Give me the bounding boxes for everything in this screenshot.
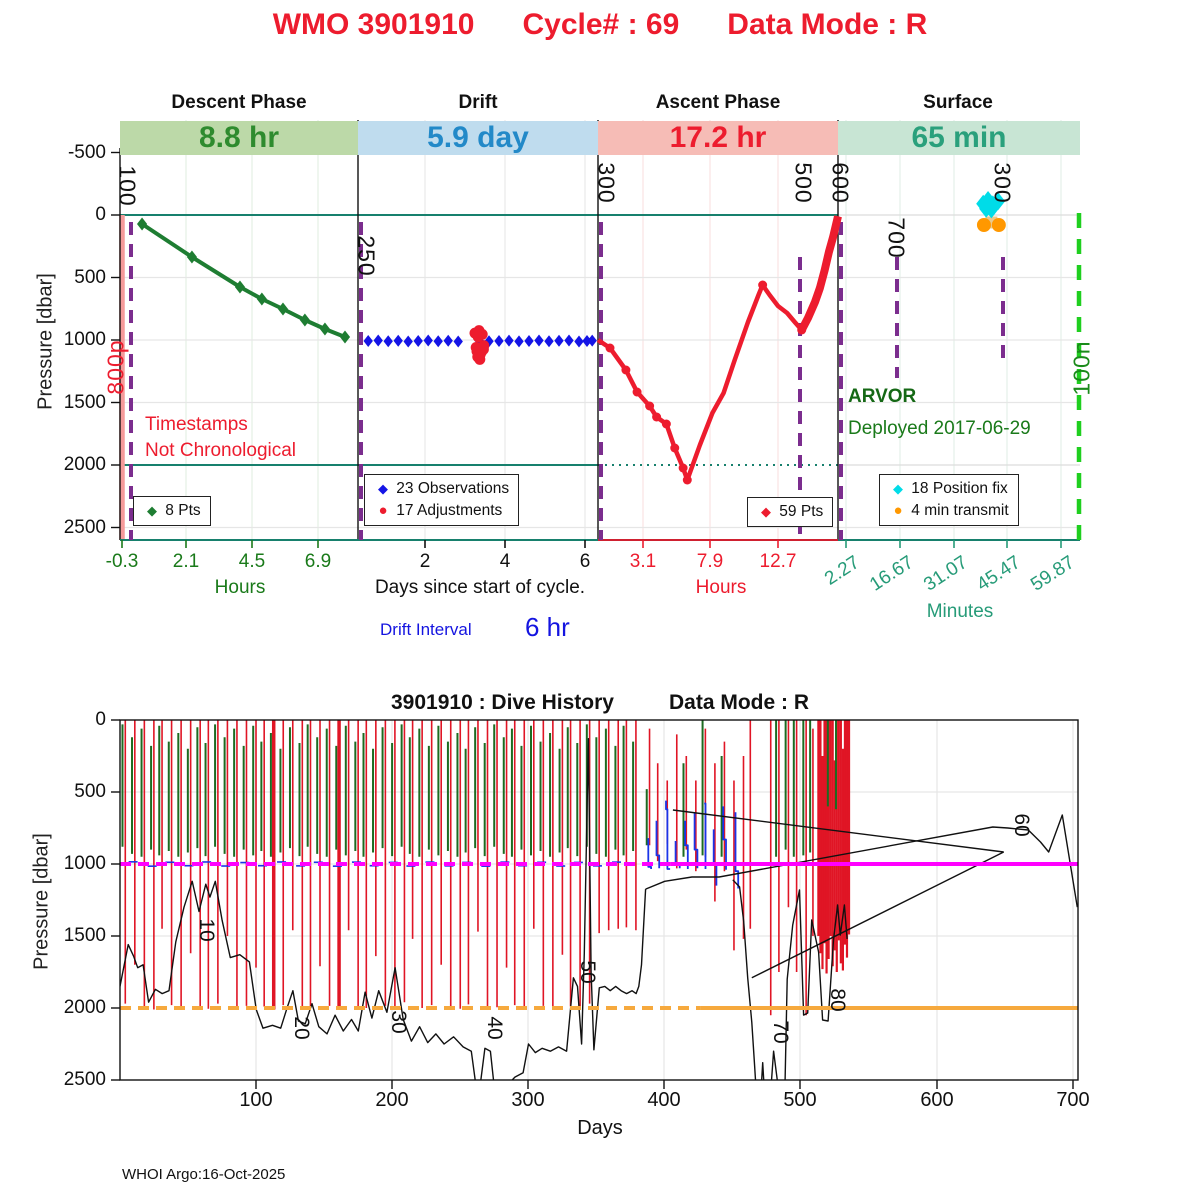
legend-item-label: 18 Position fix [907,480,1008,497]
event-label-500: 500 [790,162,817,204]
ascent-duration: 17.2 hr [669,121,767,154]
phase-header-descent: Descent Phase [171,92,307,113]
title-cycle: Cycle# : 69 [522,8,680,41]
cycle-label-80: 80 [826,988,849,1012]
cycle-label-60: 60 [1010,813,1033,837]
footer-credit: WHOI Argo:16-Oct-2025 [122,1166,286,1183]
cycle-label-30: 30 [387,1010,410,1034]
descent-duration: 8.8 hr [198,121,280,154]
bottom-y-tick: 1500 [63,925,106,946]
diamond-marker-icon: ◆ [378,481,388,496]
top-x-tick-minutes: 31.07 [920,552,972,596]
bottom-y-tick: 2500 [63,1069,106,1090]
top-x-tick-minutes: 16.67 [866,552,918,596]
legend-item-label: 17 Adjustments [392,502,503,519]
bottom-y-tick: 1000 [63,853,106,874]
bottom-y-tick: 0 [95,709,106,730]
top-y-tick: -500 [67,141,106,163]
bottom-x-tick: 200 [375,1089,409,1111]
top-x-tick-days: 4 [499,551,511,572]
event-label-100: 100 [114,165,141,207]
legend-item [757,501,823,523]
top-x-tick-ascent-hours: 7.9 [696,551,724,572]
top-x-axis-label-descent-hours: Hours [214,577,266,598]
surface-duration: 65 min [911,121,1007,154]
top-ylabel: Pressure [dbar] [34,273,57,410]
bottom-xlabel: Days [577,1117,623,1139]
title-wmo: WMO 3901910 [272,8,475,41]
legend-box-0 [133,496,211,526]
dive-history-title [391,691,809,715]
dive-history-title-right: Data Mode : R [668,691,809,714]
phase-header-ascent: Ascent Phase [655,92,781,113]
top-y-tick: 1000 [63,329,106,350]
event-label-600: 600 [827,162,854,204]
drift-interval-label: Drift Interval [380,620,472,639]
cycle-label-50: 50 [576,960,599,984]
legend-item [889,500,1009,522]
band-ascent [598,121,838,155]
cycle-label-40: 40 [483,1016,506,1040]
bottom-y-tick: 500 [74,781,106,802]
top-y-tick: 2000 [63,454,106,475]
legend-box-1 [364,474,519,526]
event-label-100n: 100n [1068,340,1095,396]
legend-box-2 [747,497,833,527]
legend-item [374,500,509,522]
bottom-x-tick: 300 [511,1089,545,1111]
top-x-tick-descent-hours: -0.3 [105,551,139,572]
legend-item-label: 59 Pts [775,503,824,520]
bottom-x-tick: 500 [783,1089,817,1111]
band-drift [358,121,598,155]
circle-marker-icon: ● [378,502,388,519]
top-y-tick: 500 [74,266,106,288]
page-title [273,8,928,42]
bottom-x-tick: 700 [1056,1089,1090,1111]
event-label-800p: 800p [102,339,129,395]
top-x-axis-label-minutes: Minutes [926,601,994,622]
event-label-300: 300 [989,162,1016,204]
diamond-marker-icon: ◆ [147,503,157,518]
title-mode: Data Mode : R [727,8,928,41]
top-x-tick-minutes: 59.87 [1027,552,1079,596]
circle-marker-icon: ● [893,502,903,519]
legend-item [374,478,509,500]
top-x-tick-ascent-hours: 12.7 [759,551,797,572]
top-x-tick-descent-hours: 2.1 [172,551,200,572]
note-model: ARVOR [848,386,917,407]
note-timestamps-2: Not Chronological [145,440,297,461]
diamond-marker-icon: ◆ [893,481,903,496]
phase-header-surface: Surface [923,92,993,113]
bottom-y-tick: 2000 [63,997,106,1018]
cycle-label-10: 10 [195,918,218,942]
cycle-label-20: 20 [290,1016,313,1040]
legend-box-3 [879,474,1019,526]
event-label-700: 700 [883,217,910,259]
top-x-tick-days: 2 [419,551,431,572]
band-surface [838,121,1080,155]
top-x-tick-descent-hours: 6.9 [304,551,332,572]
note-deployed: Deployed 2017-06-29 [848,418,1031,439]
top-x-tick-days: 6 [579,551,591,572]
bottom-x-tick: 400 [647,1089,681,1111]
top-y-tick: 2500 [63,516,106,538]
top-x-axis-label-ascent-hours: Hours [695,577,747,598]
drift-duration: 5.9 day [427,121,529,154]
top-x-tick-ascent-hours: 3.1 [629,551,657,572]
legend-item-label: 8 Pts [161,502,201,519]
bottom-x-tick: 600 [920,1089,954,1111]
drift-interval-value: 6 hr [525,612,570,642]
dive-history-title-left: 3901910 : Dive History [391,691,614,714]
top-y-tick: 1500 [63,391,106,413]
legend-item [889,478,1009,500]
bottom-x-tick: 100 [239,1089,273,1111]
top-x-tick-descent-hours: 4.5 [238,551,266,572]
legend-item-label: 4 min transmit [907,502,1009,519]
band-descent [120,121,358,155]
diamond-marker-icon: ◆ [761,504,771,519]
legend-item [143,500,201,522]
bottom-ylabel: Pressure [dbar] [30,833,53,970]
phase-header-drift: Drift [458,92,498,113]
note-timestamps-1: Timestamps [145,414,248,435]
top-x-axis-label-days: Days since start of cycle. [374,577,586,598]
top-y-tick: 0 [95,204,106,225]
top-x-tick-minutes: 2.27 [820,552,864,590]
event-label-300: 300 [593,162,620,204]
legend-item-label: 23 Observations [392,480,510,497]
top-x-tick-minutes: 45.47 [973,552,1025,596]
cycle-label-70: 70 [769,1020,792,1044]
event-label-250: 250 [353,235,380,277]
